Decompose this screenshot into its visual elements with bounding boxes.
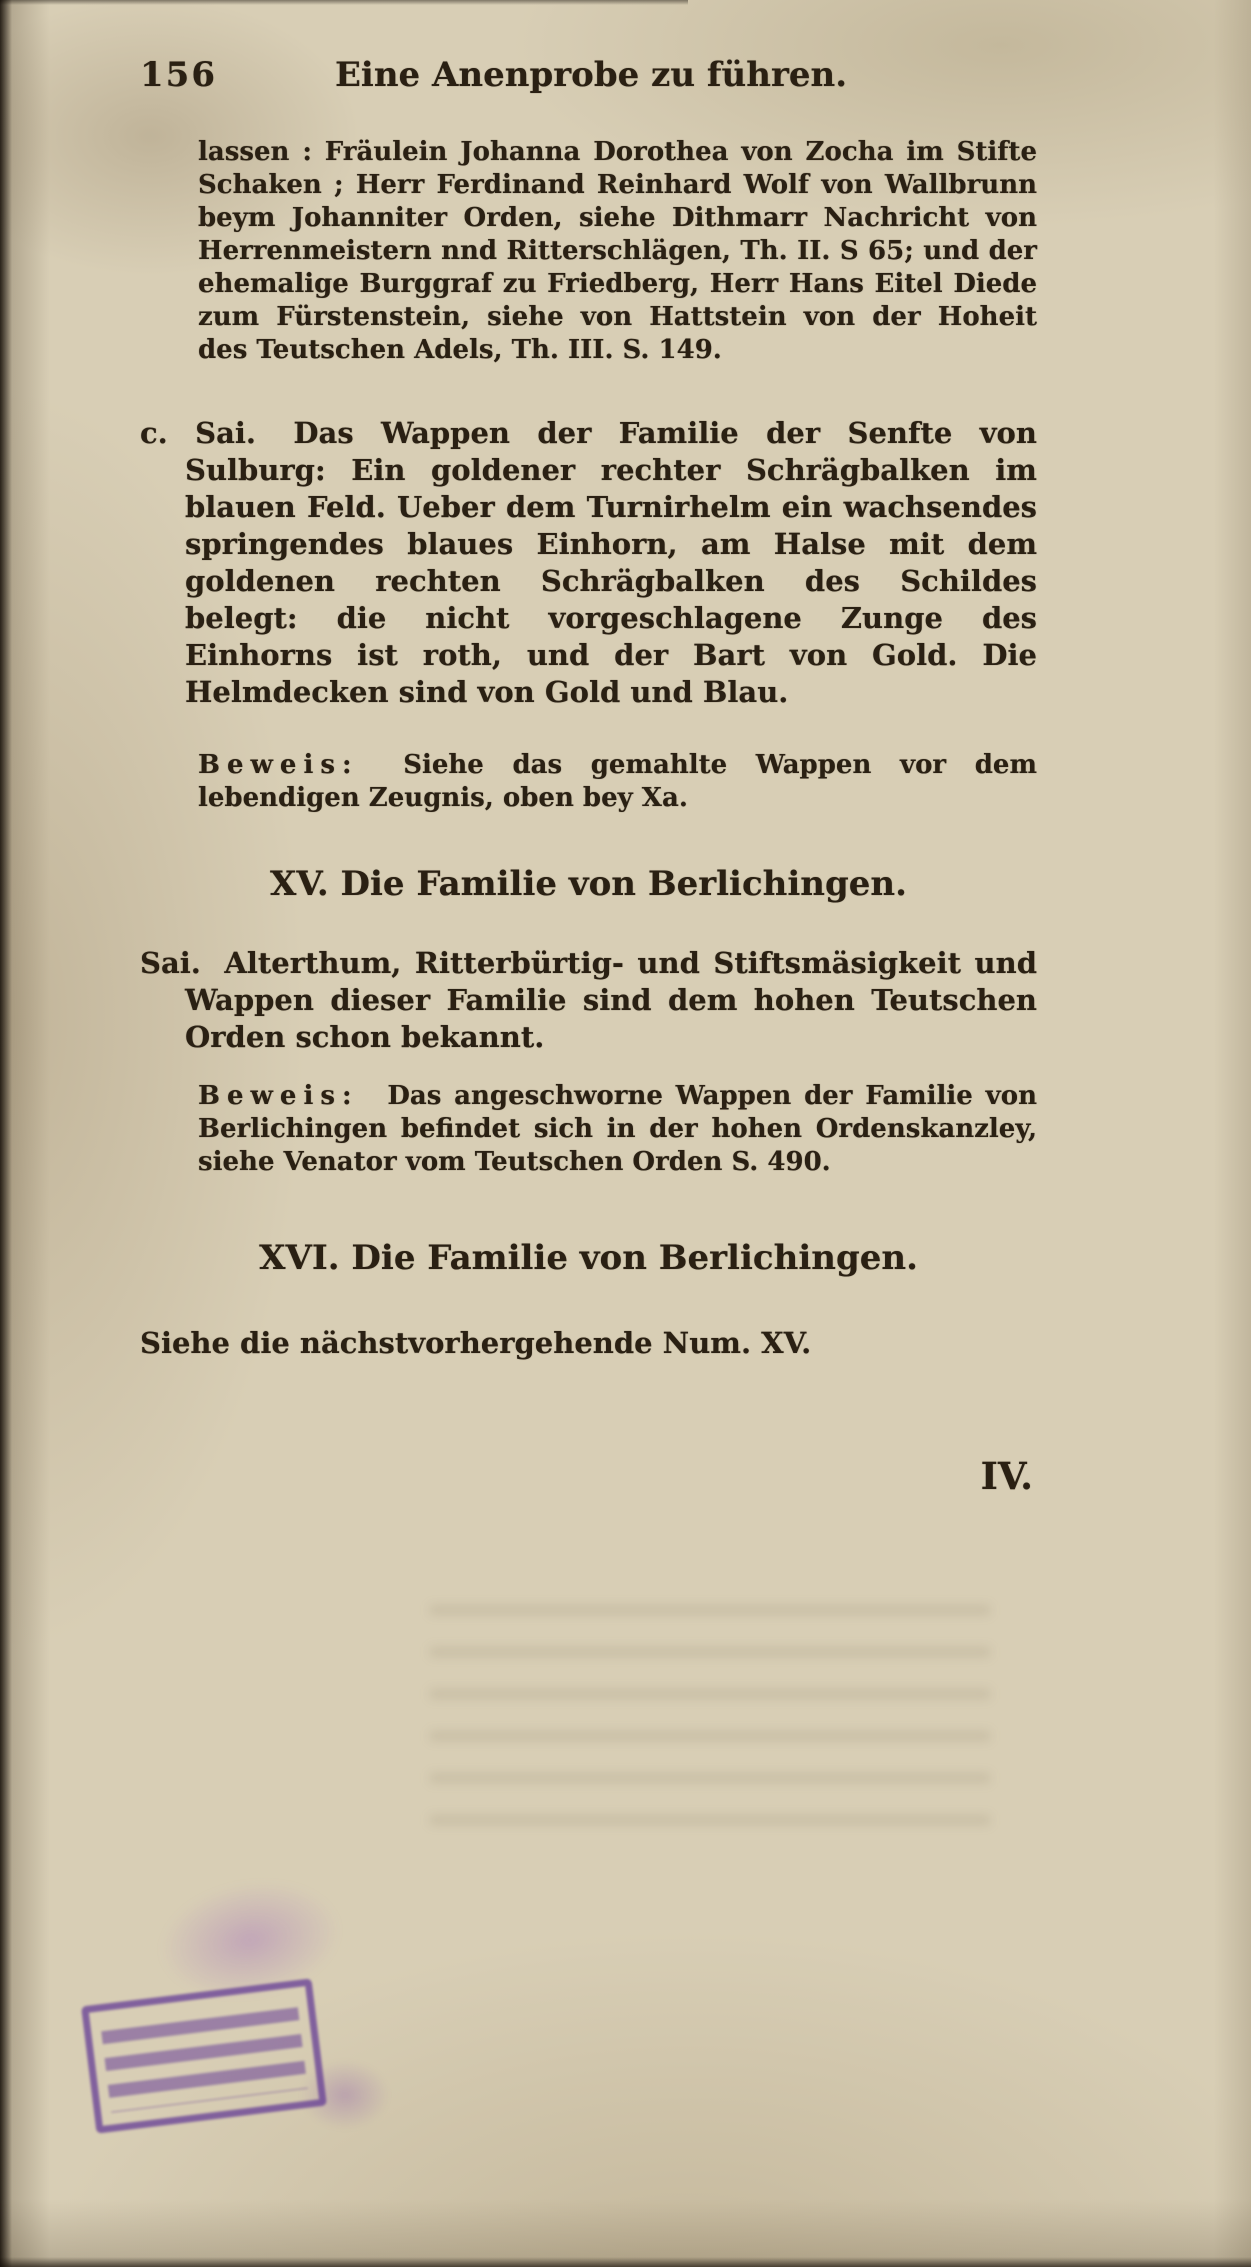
bleedthrough-text-ghost: [430, 1585, 990, 1825]
page-header: [140, 52, 1037, 98]
proof-paragraph-1: [198, 749, 1037, 815]
proof-2-text: Das angeschworne Wappen der Familie von Berlichingen befindet sich in der hohen Ordenskanzley, siehe Venator vom Teutschen Orden S. 490.: [198, 1081, 1037, 1177]
proof-paragraph-2: [198, 1080, 1037, 1179]
page-edge-shadow-top: [0, 0, 688, 5]
section-xv-body: [140, 945, 1037, 1056]
page-number: 156: [140, 55, 217, 95]
text-column: [140, 52, 1037, 1498]
proof-1-text: Siehe das gemahlte Wappen vor dem lebendigen Zeugnis, oben bey Xa.: [198, 750, 1037, 813]
section-xvi-body: Siehe die nächstvorhergehende Num. XV.: [140, 1326, 812, 1360]
item-c-label: c. Sai.: [140, 416, 256, 450]
proof-1-label: Beweis:: [198, 750, 359, 780]
section-xv-heading: XV. Die Familie von Berlichingen.: [270, 864, 907, 904]
proof-2-label: Beweis:: [198, 1081, 359, 1111]
catchword: IV.: [980, 1454, 1033, 1498]
paragraph-item-c: [140, 415, 1037, 711]
library-stamp-icon: [81, 1978, 327, 2133]
running-title: Eine Anenprobe zu führen.: [334, 55, 848, 95]
page-edge-shadow-bottom: [0, 2257, 1251, 2267]
page-edge-shadow-left: [0, 0, 12, 2267]
section-xv-body-text: Alterthum, Ritterbürtig- und Stiftsmäsigkeit und Wappen dieser Familie sind dem hohen Teutschen Orden schon bekannt.: [185, 946, 1037, 1054]
paragraph-continuation: lassen : Fräulein Johanna Dorothea von Zocha im Stifte Schaken ; Herr Ferdinand Reinhard Wolf von Wallbrunn beym Johanniter Orden, siehe Dithmarr Nachricht von Herrenmeistern nnd Ritterschlägen, Th. II. S 65; und der ehemalige Burggraf zu Friedberg, Herr Hans Eitel Diede zum Fürstenstein, siehe von Hattstein von der Hoheit des Teutschen Adels, Th. III. S. 149.: [198, 137, 1037, 365]
section-xv-body-label: Sai.: [140, 946, 201, 980]
section-xvi-heading: XVI. Die Familie von Berlichingen.: [259, 1238, 918, 1278]
item-c-text: Das Wappen der Familie der Senfte von Sulburg: Ein goldener rechter Schrägbalken im blauen Feld. Ueber dem Turnirhelm ein wachsendes springendes blaues Einhorn, am Halse mit dem goldenen rechten Schrägbalken des Schildes belegt: die nicht vorgeschlagene Zunge des Einhorns ist roth, und der Bart von Gold. Die Helmdecken sind von Gold und Blau.: [185, 416, 1037, 709]
